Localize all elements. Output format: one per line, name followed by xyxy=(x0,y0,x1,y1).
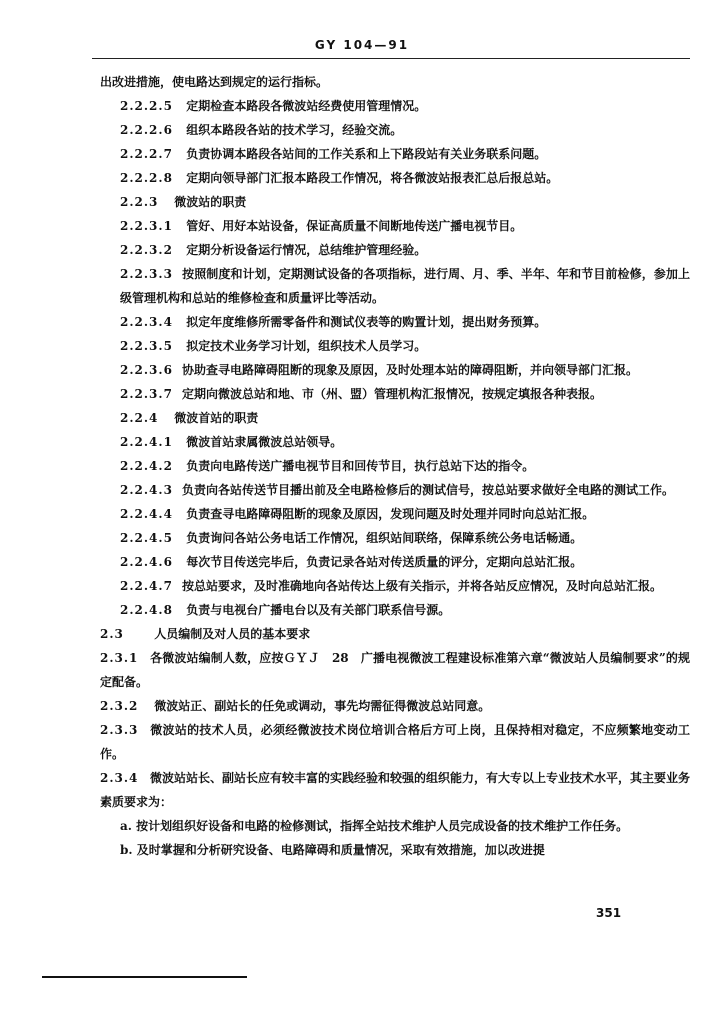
section-title: 微波站的职责 xyxy=(174,195,247,209)
clause-2-3-3 xyxy=(100,718,690,766)
clause-2-2-3-4 xyxy=(100,310,690,334)
clause-text: 微波首站隶属微波总站领导。 xyxy=(186,435,343,449)
clause-text: 微波站站长、副站长应有较丰富的实践经验和较强的组织能力，有大专以上专业技术水平，其主要业务素质要求为： xyxy=(100,771,691,809)
clause-number: 2.2.4.8 xyxy=(120,603,173,617)
item-b xyxy=(100,838,690,862)
clause-2-2-3-7 xyxy=(100,382,690,406)
clause-number: 2.2.3.6 xyxy=(120,363,173,377)
clause-number: 2.2.3.3 xyxy=(120,267,173,281)
document-body xyxy=(100,70,690,862)
clause-number: 2.2.4.7 xyxy=(120,579,173,593)
clause-number: 2.3.2 xyxy=(100,699,139,713)
clause-2-3-1 xyxy=(100,646,690,694)
clause-text: 每次节目传送完毕后，负责记录各站对传送质量的评分，定期向总站汇报。 xyxy=(186,555,583,569)
clause-2-2-4-4 xyxy=(100,502,690,526)
clause-text: 组织本路段各站的技术学习，经验交流。 xyxy=(186,123,403,137)
clause-text: 负责询问各站公务电话工作情况，组织站间联络，保障系统公务电话畅通。 xyxy=(186,531,583,545)
clause-text: 按照制度和计划，定期测试设备的各项指标，进行周、月、季、半年、年和节目前检修，参加上级管理机构和总站的维修检查和质量评比等活动。 xyxy=(120,267,690,305)
item-text: 及时掌握和分析研究设备、电路障碍和质量情况，采取有效措施，加以改进提 xyxy=(136,843,545,857)
clause-number: 2.2.3.1 xyxy=(120,219,173,233)
clause-number: 2.3.3 xyxy=(100,723,139,737)
section-number: 2.3 xyxy=(100,627,124,641)
clause-number: 2.2.4.6 xyxy=(120,555,173,569)
clause-2-2-2-8 xyxy=(100,166,690,190)
clause-number: 2.2.4.1 xyxy=(120,435,173,449)
header-rule xyxy=(92,58,690,59)
section-number: 2.2.3 xyxy=(120,195,159,209)
clause-number: 2.2.4.4 xyxy=(120,507,173,521)
item-text: 按计划组织好设备和电路的检修测试，指挥全站技术维护人员完成设备的技术维护工作任务。 xyxy=(136,819,629,833)
clause-number: 2.2.2.6 xyxy=(120,123,173,137)
clause-number: 2.2.2.8 xyxy=(120,171,173,185)
clause-number: 2.3.1 xyxy=(100,651,139,665)
clause-2-2-3-5 xyxy=(100,334,690,358)
clause-2-2-2-7 xyxy=(100,142,690,166)
clause-number: 2.2.4.2 xyxy=(120,459,173,473)
section-2-2-3-heading xyxy=(100,190,690,214)
clause-2-3-2 xyxy=(100,694,690,718)
clause-2-2-4-3 xyxy=(100,478,690,502)
clause-text: 定期分析设备运行情况，总结维护管理经验。 xyxy=(186,243,427,257)
clause-2-2-2-5 xyxy=(100,94,690,118)
clause-text: 微波站的技术人员，必须经微波技术岗位培训合格后方可上岗，且保持相对稳定，不应频繁地变动工作。 xyxy=(100,723,690,761)
clause-2-2-4-1 xyxy=(100,430,690,454)
clause-text: 微波站正、副站长的任免或调动，事先均需征得微波总站同意。 xyxy=(154,699,491,713)
clause-text: 定期向领导部门汇报本路段工作情况，将各微波站报表汇总后报总站。 xyxy=(186,171,559,185)
clause-text: 负责向电路传送广播电视节目和回传节目，执行总站下达的指令。 xyxy=(186,459,535,473)
item-a xyxy=(100,814,690,838)
clause-text: 负责协调本路段各站间的工作关系和上下路段站有关业务联系问题。 xyxy=(186,147,547,161)
document-header-code: GY 104—91 xyxy=(314,38,410,52)
clause-2-2-2-6 xyxy=(100,118,690,142)
clause-number: 2.2.4.5 xyxy=(120,531,173,545)
clause-2-3-4 xyxy=(100,766,690,814)
section-title: 微波首站的职责 xyxy=(174,411,259,425)
section-title: 人员编制及对人员的基本要求 xyxy=(154,627,311,641)
clause-text: 定期向微波总站和地、市（州、盟）管理机构汇报情况，按规定填报各种表报。 xyxy=(182,387,603,401)
clause-number: 2.2.2.7 xyxy=(120,147,173,161)
clause-text: 拟定年度维修所需零备件和测试仪表等的购置计划，提出财务预算。 xyxy=(186,315,547,329)
clause-number: 2.2.2.5 xyxy=(120,99,173,113)
item-marker: b. xyxy=(120,843,133,857)
clause-text: 协助查寻电路障碍阻断的现象及原因，及时处理本站的障碍阻断，并向领导部门汇报。 xyxy=(182,363,639,377)
clause-text: 各微波站编制人数，应按ＧＹＪ 28 广播电视微波工程建设标准第六章“微波站人员编制要求”的规定配备。 xyxy=(100,651,690,689)
clause-number: 2.2.3.2 xyxy=(120,243,173,257)
clause-text: 负责查寻电路障碍阻断的现象及原因，发现问题及时处理并同时向总站汇报。 xyxy=(186,507,595,521)
clause-2-2-3-3 xyxy=(100,262,690,310)
clause-2-2-3-6 xyxy=(100,358,690,382)
clause-text: 定期检查本路段各微波站经费使用管理情况。 xyxy=(186,99,427,113)
clause-number: 2.2.4.3 xyxy=(120,483,173,497)
footer-rule xyxy=(42,976,247,978)
clause-text: 负责与电视台广播电台以及有关部门联系信号源。 xyxy=(186,603,451,617)
clause-text: 按总站要求，及时准确地向各站传达上级有关指示，并将各站反应情况，及时向总站汇报。 xyxy=(182,579,663,593)
clause-number: 2.3.4 xyxy=(100,771,139,785)
clause-2-2-3-2 xyxy=(100,238,690,262)
clause-2-2-4-5 xyxy=(100,526,690,550)
clause-number: 2.2.3.7 xyxy=(120,387,173,401)
clause-text: 拟定技术业务学习计划，组织技术人员学习。 xyxy=(186,339,427,353)
section-2-3-heading xyxy=(100,622,690,646)
clause-2-2-3-1 xyxy=(100,214,690,238)
section-number: 2.2.4 xyxy=(120,411,159,425)
page-number: 351 xyxy=(596,906,622,920)
clause-2-2-4-2 xyxy=(100,454,690,478)
clause-number: 2.2.3.5 xyxy=(120,339,173,353)
clause-2-2-4-8 xyxy=(100,598,690,622)
text-line xyxy=(100,70,690,94)
line-text: 出改进措施，使电路达到规定的运行指标。 xyxy=(100,75,329,89)
clause-number: 2.2.3.4 xyxy=(120,315,173,329)
clause-2-2-4-6 xyxy=(100,550,690,574)
clause-2-2-4-7 xyxy=(100,574,690,598)
clause-text: 管好、用好本站设备，保证高质量不间断地传送广播电视节目。 xyxy=(186,219,523,233)
section-2-2-4-heading xyxy=(100,406,690,430)
clause-text: 负责向各站传送节目播出前及全电路检修后的测试信号，按总站要求做好全电路的测试工作。 xyxy=(182,483,675,497)
item-marker: a. xyxy=(120,819,132,833)
